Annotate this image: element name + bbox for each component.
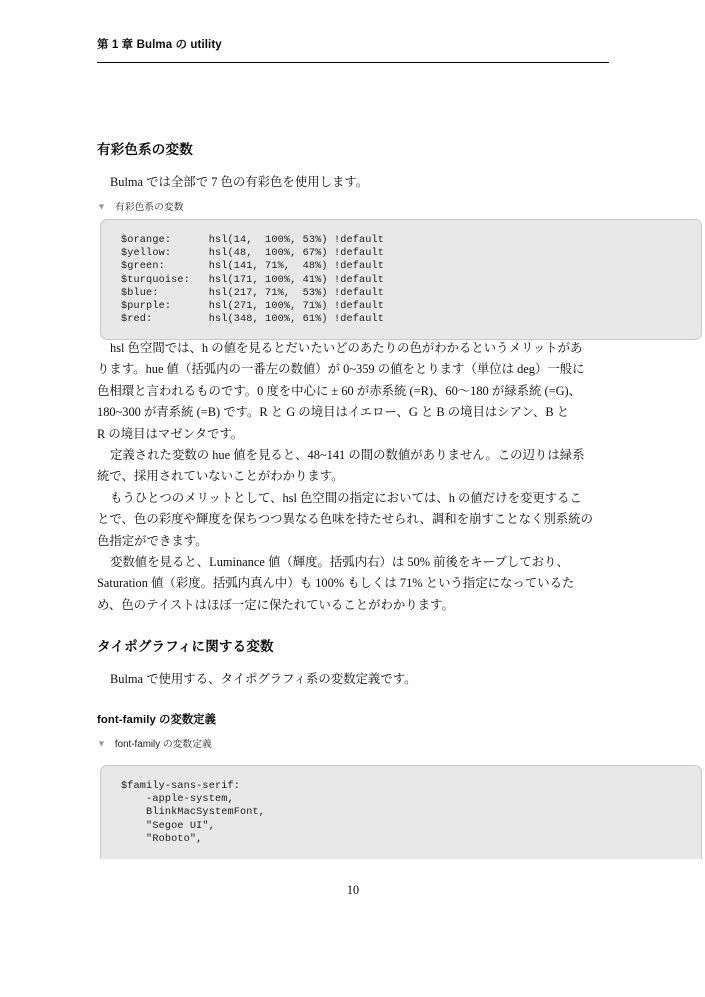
paragraph-hsl-explanation (97, 338, 609, 445)
code-line: $green: hsl(141, 71%, 48%) !default (121, 261, 385, 273)
paragraph-line: Saturation 値（彩度。括弧内真ん中）も 100% もしくは 71% という指定になっているた (97, 576, 575, 591)
figure-caption-chromatic (97, 201, 184, 214)
paragraph-line: Bulma では全部で 7 色の有彩色を使用します。 (110, 175, 369, 189)
code-line: "Segoe UI", (121, 820, 215, 832)
paragraph-line: もうひとつのメリットとして、hsl 色空間の指定においては、h の値だけを変更するこ (110, 491, 582, 505)
paragraph-hue-gap (97, 445, 609, 488)
paragraph-line: 180~300 が青系統 (=B) です。R と G の境目はイエロー、G と B の境目はシアン、B と (97, 405, 570, 420)
paragraph-line: ります。hue 値（括弧内の一番左の数値）が 0~359 の値をとります（単位は deg）一般に (97, 362, 585, 377)
paragraph-typography-intro (97, 669, 609, 690)
running-header (97, 38, 609, 52)
figure-caption-label: 有彩色系の変数 (114, 202, 184, 213)
paragraph-line: め、色のテイストはほぼ一定に保たれていることがわかります。 (97, 597, 454, 612)
code-line: $yellow: hsl(48, 100%, 67%) !default (121, 248, 385, 260)
code-line: $red: hsl(348, 100%, 61%) !default (121, 314, 385, 326)
page-content-area (97, 0, 609, 997)
running-header-title: 第 1 章 Bulma の utility (97, 39, 222, 51)
code-line: BlinkMacSystemFont, (121, 807, 266, 819)
code-line: $purple: hsl(271, 100%, 71%) !default (121, 301, 385, 313)
triangle-down-icon: ▼ (97, 201, 106, 212)
code-line: $orange: hsl(14, 100%, 53%) !default (121, 235, 385, 246)
code-block-content (101, 766, 701, 859)
paragraph-line: 色指定ができます。 (97, 533, 208, 548)
code-line: $blue: hsl(217, 71%, 53%) !default (121, 287, 385, 299)
code-line: $turquoise: hsl(171, 100%, 41%) !default (121, 274, 385, 286)
section-heading-chromatic: 有彩色系の変数 (97, 142, 193, 157)
code-line: -apple-system, (121, 794, 234, 806)
paragraph-line: とで、色の彩度や輝度を保ちつつ異なる色味を持たせられ、調和を崩すことなく別系統の (97, 512, 593, 527)
code-block-chromatic-variables (100, 219, 702, 340)
triangle-down-icon: ▼ (97, 738, 106, 749)
code-block-font-family (100, 765, 702, 859)
paragraph-chromatic-intro (97, 172, 609, 193)
paragraph-line: Bulma で使用する、タイポグラフィ系の変数定義です。 (110, 672, 417, 686)
section-heading-typography: タイポグラフィに関する変数 (97, 639, 274, 654)
figure-caption-font-family (97, 738, 212, 751)
paragraph-line: 定義された変数の hue 値を見ると、48~141 の間の数値がありません。この辺りは緑系 (110, 448, 585, 462)
paragraph-line: R の境目はマゼンタです。 (97, 426, 244, 441)
paragraph-line: 変数値を見ると、Luminance 値（輝度。括弧内右）は 50% 前後をキープしており、 (110, 555, 569, 569)
paragraph-line: 色相環と言われるものです。0 度を中心に ± 60 が赤系統 (=R)、60〜180 が緑系統 (=G)、 (97, 383, 582, 398)
code-line: $family-sans-serif: (121, 781, 241, 792)
code-block-content (101, 220, 701, 339)
page-number: 10 (346, 883, 360, 897)
header-rule-divider (97, 62, 609, 63)
subsection-heading-font-family: font-family の変数定義 (97, 714, 217, 726)
paragraph-line: hsl 色空間では、h の値を見るとだいたいどのあたりの色がわかるというメリットがあ (110, 341, 583, 355)
figure-caption-label: font-family の変数定義 (114, 739, 212, 750)
paragraph-hsl-merit (97, 488, 609, 552)
paragraph-luminance-saturation (97, 552, 609, 616)
paragraph-line: 統で、採用されていないことがわかります。 (97, 469, 344, 484)
code-line: "Roboto", (121, 833, 203, 845)
